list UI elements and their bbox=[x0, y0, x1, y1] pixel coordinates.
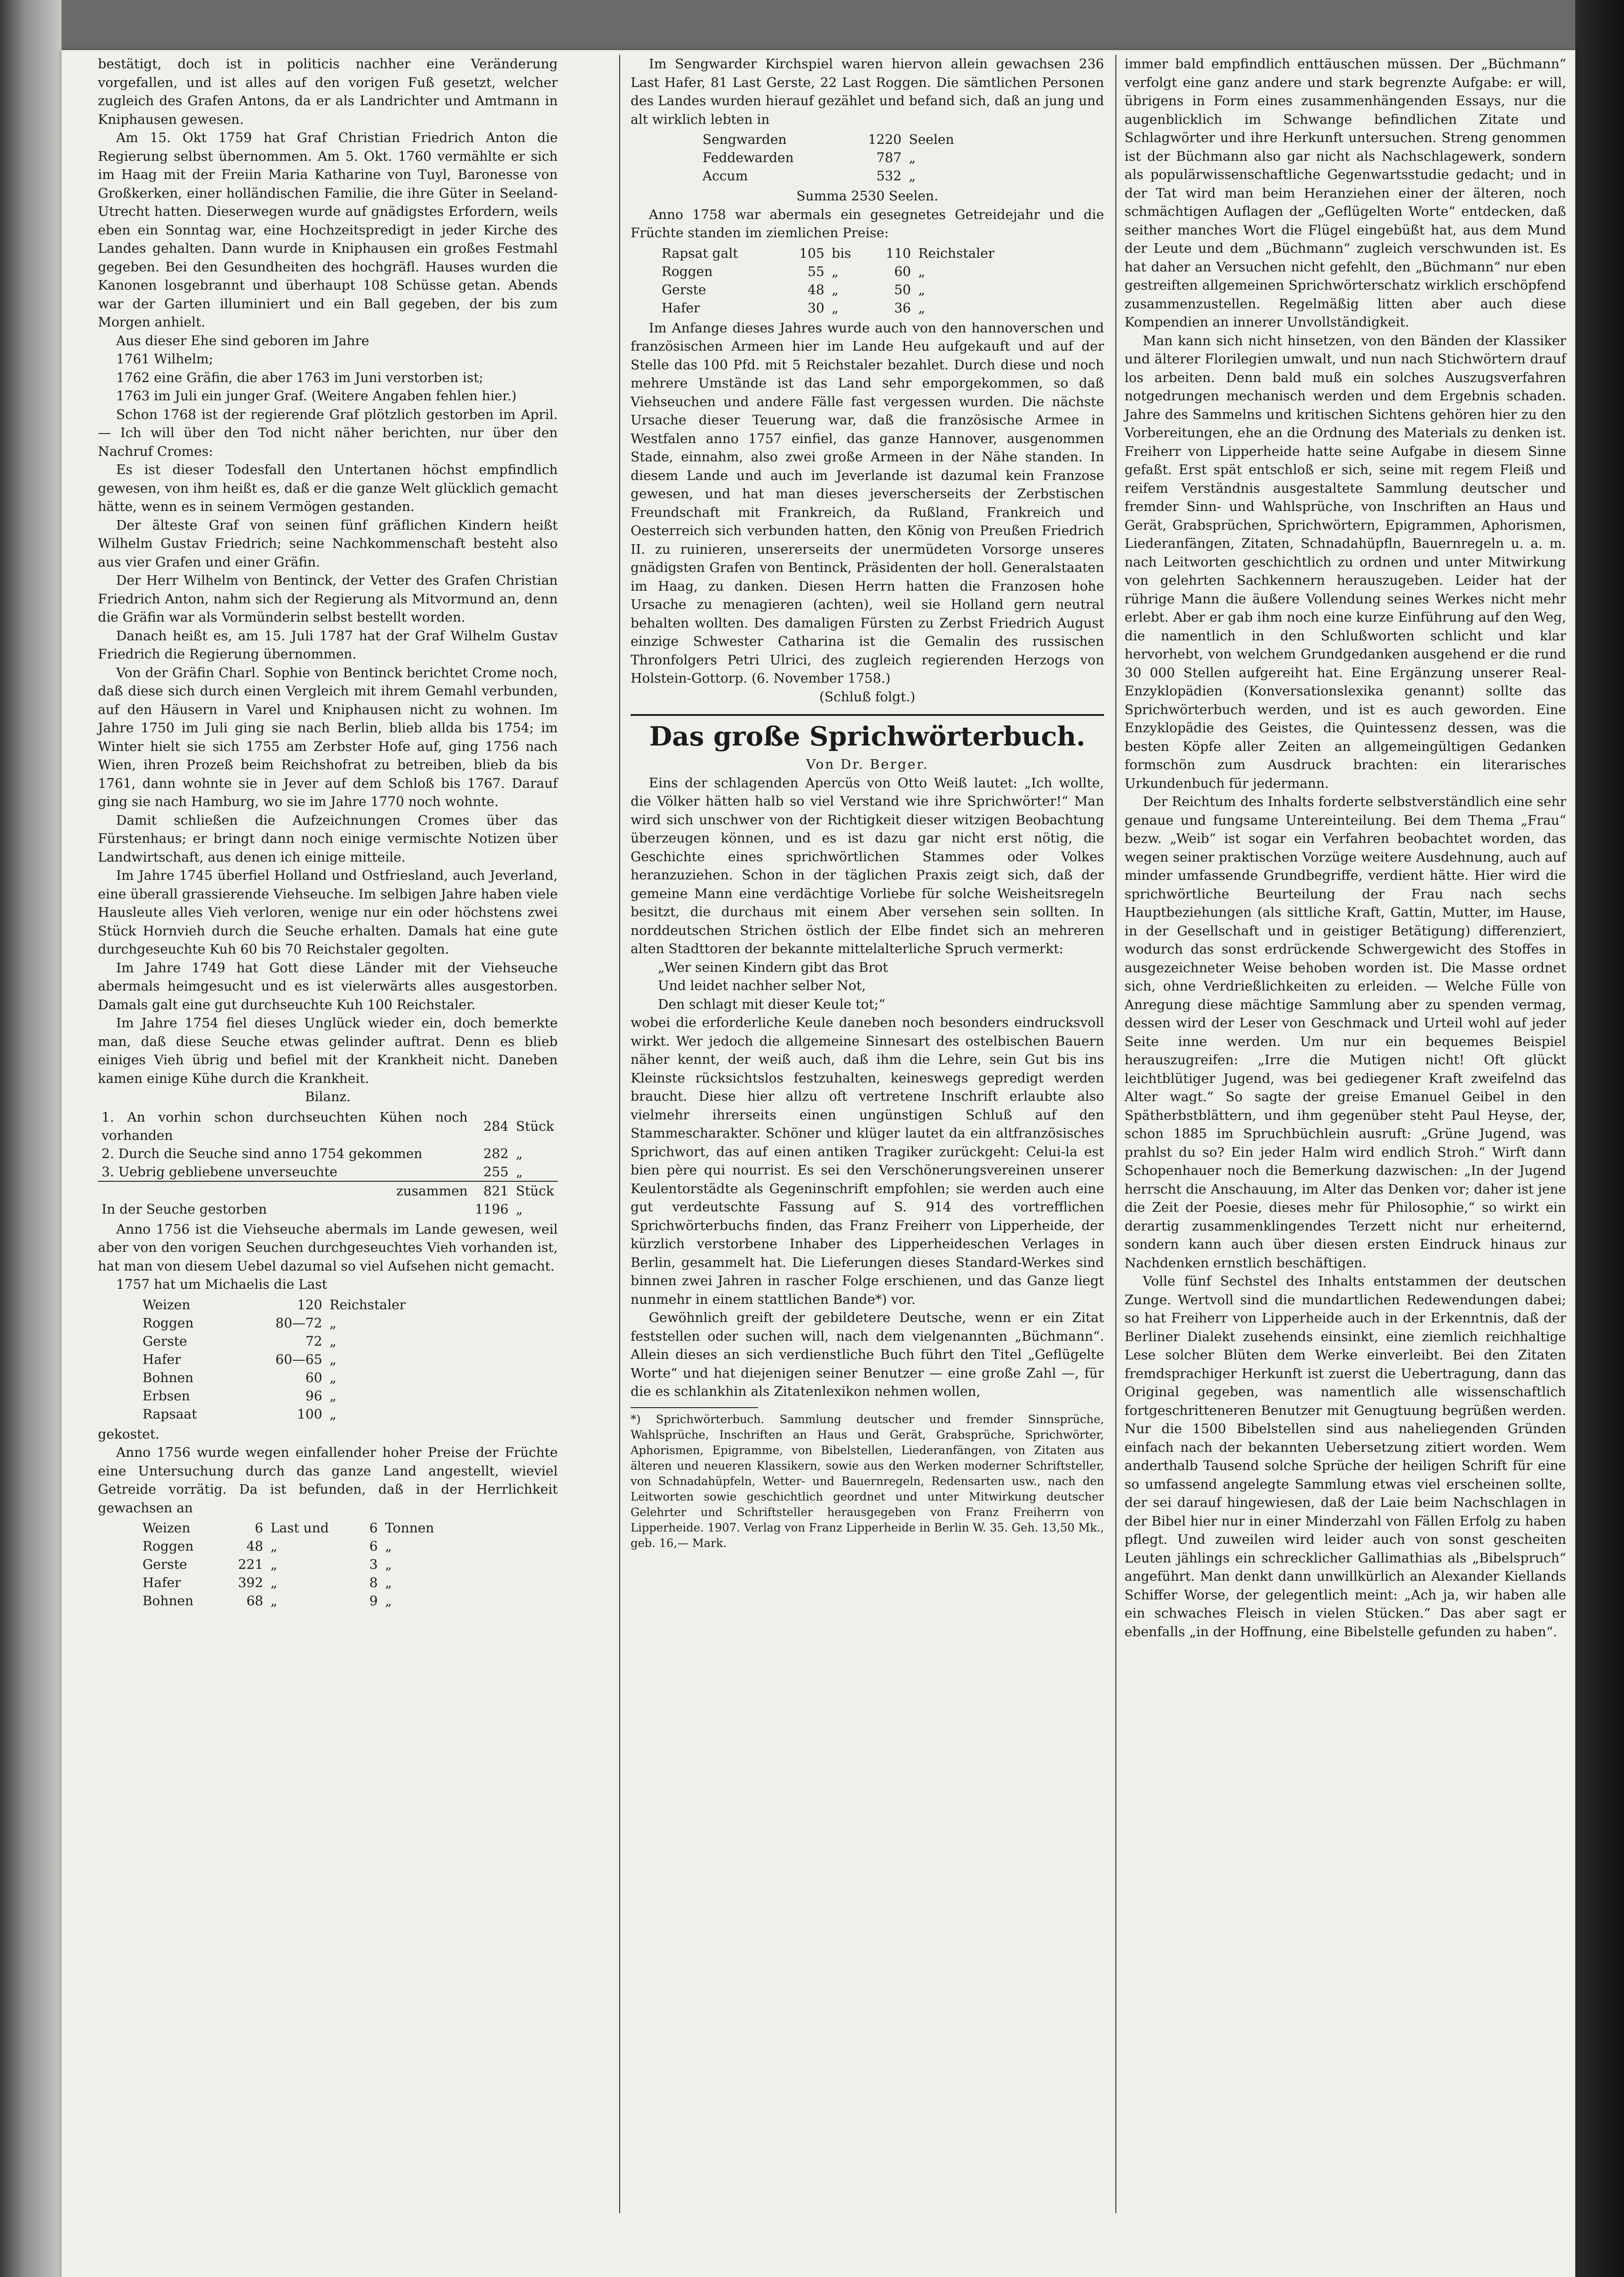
table-cell: 120 bbox=[297, 1297, 322, 1312]
table-cell: 6 bbox=[369, 1520, 378, 1536]
birth-entry: 1761 Wilhelm; bbox=[116, 351, 214, 367]
paragraph: bestätigt, doch ist in politicis nachher eine Veränderung vorgefallen, und ist alles auf den vorigen Fuß gesetzt, welcher zugleich des Grafen Antons, da er als Landrichter und Amtmann in Kniphausen gewesen. bbox=[98, 56, 558, 127]
table-cell: Reichstaler bbox=[329, 1297, 406, 1312]
table-cell: 821 bbox=[471, 1181, 512, 1200]
book-spine bbox=[0, 0, 61, 2277]
table-cell: Gerste bbox=[143, 1333, 187, 1349]
paragraph: Der Herr Wilhelm von Bentinck, der Vetter des Grafen Christian Friedrich Anton, nahm sich der Regierung als Mitvormund an, denn die Gräfin war als Vormünderin selbst bestellt worden. bbox=[98, 572, 558, 625]
table-cell: „ bbox=[918, 281, 925, 297]
table-cell: 6 bbox=[369, 1538, 378, 1554]
paragraph: Im Jahre 1749 hat Gott diese Länder mit der Viehseuche abermals heimgesucht und es ist vielerwärts alles ausgestorben. Damals galt eine gut durchseuchte Kuh 100 Reichstaler. bbox=[98, 960, 558, 1012]
table-cell: 392 bbox=[238, 1575, 264, 1590]
table-row bbox=[699, 148, 983, 167]
column-2 bbox=[631, 55, 1104, 1551]
table-cell: „ bbox=[329, 1351, 336, 1367]
table-cell: 787 bbox=[876, 150, 902, 165]
paragraph: Im Jahre 1754 fiel dieses Unglück wieder ein, doch bemerkte man, daß diese Seuche etwas gelinder auftrat. Denn es blieb einiges Vieh übrig und befiel mit der Krankheit nicht. Daneben kamen einige Kühe durch die Krankheit. bbox=[98, 1015, 558, 1086]
paragraph: Man kann sich nicht hinsetzen, von den Bänden der Klassiker und älterer Florilegien umwalt, und nun nach Stichwörtern drauf los arbeiten. Denn bald muß ein solches Auszugsverfahren notgedrungen mechanisch werden und dem Ergebnis schaden. Jahre des Sammelns und kritischen Sichtens gehören hier zu den Vorbereitungen, ehe an die Ordnung des Materials zu denken ist. Freiherr von Lipperheide hatte seine Aufgabe in diesem Sinne gefaßt. Erst spät entschloß er sich, seine mit regem Fleiß und reifem Verständnis ausgestaltete Sammlung deutscher und fremder Sinn- und Wahlsprüche, von Inschriften an Haus und Gerät, Grabsprüchen, Sprichwörtern, Epigrammen, Aphorismen, Liederanfängen, Zitaten, Schnadahüpfln, Bauernregeln u. a. m. nach Leitworten geschichtlich zu ordnen und unter Mitwirkung von gelehrten Sachkennern herauszugeben. Leider hat der rührige Mann die äußere Vollendung seines Werkes nicht mehr erlebt. Aber er gab ihm noch eine kurze Einführung auf den Weg, die namentlich in den Schlußworten schlicht und klar hervorhebt, von welchem Grundgedanken ausgehend er die rund 30 000 Stellen aufgereiht hat. Eine Ergänzung unserer Real-Enzyklopädien (Konversationslexika genannt) sollte das Sprichwörterbuch werden, und ist es auch geworden. Eine Enzyklopädie des Geistes, die Quintessenz dessen, was die besten Köpfe aller Zeiten an allgemeingültigen Gedanken formschön zum Ausdruck brachten: ein literarisches Urkundenbuch für jedermann. bbox=[1125, 332, 1566, 791]
quote-line: Und leidet nachher selber Not, bbox=[658, 978, 866, 993]
table-row bbox=[98, 1163, 558, 1181]
table-row bbox=[139, 1405, 461, 1423]
table-row bbox=[139, 1368, 461, 1387]
table-cell: Bohnen bbox=[143, 1369, 193, 1385]
table-cell: „ bbox=[909, 168, 916, 184]
table-row bbox=[139, 1350, 461, 1368]
page-edge bbox=[1575, 0, 1624, 2277]
table-cell: 30 bbox=[807, 300, 825, 316]
table-cell: Bohnen bbox=[143, 1593, 193, 1608]
table-cell: 3. Uebrig gebliebene unverseuchte bbox=[102, 1164, 337, 1179]
paragraph: Im Jahre 1745 überfiel Holland und Ostfriesland, auch Jeverland, eine überall grassierende Viehseuche. Im selbigen Jahre haben viele Hausleute alles Vieh verloren, wenige nur ein oder höchstens zwei Stück Hornvieh durch die Seuche erhalten. Damals hat eine gute durchgeseuchte Kuh 60 bis 70 Reichstaler gegolten. bbox=[98, 868, 558, 957]
table-cell: „ bbox=[270, 1575, 278, 1590]
table-cell: Reichstaler bbox=[918, 245, 995, 261]
table-cell: „ bbox=[329, 1369, 336, 1385]
table-cell: „ bbox=[329, 1388, 336, 1404]
table-cell: bis bbox=[831, 245, 851, 261]
paragraph: Im Anfange dieses Jahres wurde auch von den hannoverschen und französischen Armeen hier im Lande Heu aufgekauft und auf der Stelle das 100 Pfd. mit 5 Reichstaler bezahlet. Durch diese und noch mehrere Umstände ist das Land sehr emporgekommen, so daß Viehseuchen und andere Fälle fast vergessen wurden. Die nächste Ursache dieser Teuerung war, daß die französische Armee in Westfalen anno 1757 einfiel, das ganze Hannover, ausgenommen Stade, einnahm, also zwei große Armeen in der Nähe standen. In diesem Lande und auch im Jeverlande ist dazumal kein Franzose gewesen, und hat man dieses jeverscherseits der Zerbstischen Freundschaft mit Frankreich, da Rußland, Frankreich und Oesterreich sich verbunden hatten, den König von Preußen Friedrich II. zu ruinieren, unsererseits der unermüdeten Vorsorge unseres gnädigsten Grafen von Bentinck, Präsidenten der holl. Generalstaaten im Haag, zu danken. Diesen Herrn hatten die Franzosen hohe Ursache zu menagieren (achten), weil sie Holland gern neutral behalten wollten. Des damaligen Fürsten zu Zerbst Friedrich August einzige Schwester Catharina ist die Gemalin des russischen Thronfolgers Petri Ulrici, des zugleich regierenden Herzogs von Holstein-Gottorp. (6. November 1758.) bbox=[631, 320, 1104, 686]
table-cell: 55 bbox=[807, 263, 825, 279]
table-cell: 100 bbox=[297, 1406, 322, 1422]
column-rule-1 bbox=[619, 55, 620, 2213]
table-cell: 9 bbox=[369, 1593, 378, 1608]
table-cell: 532 bbox=[876, 168, 902, 184]
table-cell: 36 bbox=[894, 300, 911, 316]
table-cell: „ bbox=[515, 1164, 523, 1179]
paragraph: Der Reichtum des Inhalts forderte selbstverständlich eine sehr genaue und fungsame Untereinteilung. Bei dem Thema „Frau“ bezw. „Weib“ ist sogar ein Verfahren beobachtet worden, das wegen seiner praktischen Vorzüge weitere Ausdehnung, auch auf minder umfassende Grundbegriffe, verdient hätte. Hier wird die sprichwörtliche Beurteilung der Frau nach sechs Hauptbeziehungen (als sittliche Kraft, Gattin, Mutter, im Hause, in der Gesellschaft und in geistiger Betätigung) differenziert, wodurch das sonst erdrückende Schwergewicht des Stoffes in ausgezeichneter Weise behoben worden ist. Die Masse ordnet sich, ohne Verdrießlichkeiten zu erleiden. — Welche Fülle von Anregung diese mächtige Sammlung aber zu spenden vermag, dessen wird der Leser von Geschmack und Urteil wohl auf jeder Seite inne werden. Um nur ein bequemes Beispiel herauszugreifen: „Irre die Mutigen nicht! Oft glückt leichtblütiger Jugend, was bei gediegener Kraft zweifelnd das Alter wagt.“ So sagte der greise Emanuel Geibel in den Spätherbstblättern, und ihm gegenüber steht Paul Heyse, der, schon 1885 im Spruchbüchlein ausruft: „Grüne Jugend, was prahlst du so? Ein jeder Halm wird endlich Stroh.“ Wirft dann Schopenhauer noch die Bemerkung dazwischen: „In der Jugend herrscht die Anschauung, im Alter das Denken vor; daher ist jene die Zeit der Poesie, dieses mehr für Philosophie,“ so wirkt ein derartig zusammenklingendes Terzett nicht nur erheiternd, sondern kann auch über diesen ersten Eindruck hinaus zur Nachdenken ernstlich beschäftigen. bbox=[1125, 794, 1566, 1271]
table-cell: 3 bbox=[369, 1557, 378, 1572]
table-cell: 2. Durch die Seuche sind anno 1754 gekommen bbox=[102, 1145, 423, 1161]
table-row bbox=[658, 281, 1037, 299]
table-row bbox=[139, 1387, 461, 1405]
paragraph: Damit schließen die Aufzeichnungen Cromes über das Fürstenhaus; er bringt dann noch einige vermischte Notizen über Landwirtschaft, aus denen ich einige mitteile. bbox=[98, 812, 558, 865]
table-cell: Feddewarden bbox=[703, 150, 794, 165]
table-cell: „ bbox=[270, 1557, 278, 1572]
quote-line: Den schlagt mit dieser Keule tot;“ bbox=[658, 996, 886, 1012]
table-row bbox=[699, 167, 983, 185]
paragraph: Danach heißt es, am 15. Juli 1787 hat der Graf Wilhelm Gustav Friedrich die Regierung übernommen. bbox=[98, 628, 558, 662]
table-cell: Hafer bbox=[143, 1575, 181, 1590]
bilanz-table bbox=[98, 1108, 558, 1218]
table-cell: Rapsat galt bbox=[662, 245, 738, 261]
quote-line: „Wer seinen Kindern gibt das Brot bbox=[658, 959, 888, 975]
table-row bbox=[699, 130, 983, 148]
table-cell: 282 bbox=[483, 1145, 509, 1161]
table-cell: 105 bbox=[799, 245, 825, 261]
table-cell: „ bbox=[385, 1593, 392, 1608]
birth-entry: 1762 eine Gräfin, die aber 1763 im Juni verstorben ist; bbox=[116, 369, 484, 385]
table-cell: 221 bbox=[238, 1557, 264, 1572]
table-cell: Hafer bbox=[662, 300, 700, 316]
table-cell: „ bbox=[329, 1333, 336, 1349]
section-divider bbox=[631, 714, 1104, 716]
table-cell: „ bbox=[909, 150, 916, 165]
table-row bbox=[658, 244, 1037, 262]
footnote-divider bbox=[631, 1407, 758, 1408]
table-cell: 110 bbox=[886, 245, 911, 261]
table-cell: Weizen bbox=[143, 1297, 190, 1312]
table-cell: „ bbox=[831, 263, 839, 279]
table-cell: 60 bbox=[894, 263, 911, 279]
article-heading: Das große Sprichwörterbuch. bbox=[649, 721, 1086, 752]
article-author: Von Dr. Berger. bbox=[806, 756, 929, 772]
paragraph: Volle fünf Sechstel des Inhalts entstammen der deutschen Zunge. Wertvoll sind die mundartlichen Redewendungen dabei; so hat Freiherr von Lipperheide auch in der Erkenntnis, daß der Berliner Dialekt zusehends einsinkt, eine ziemlich reichhaltige Lese solcher Blüten dem Werke einverleibt. Bei den Zitaten fremdsprachiger Herkunft ist zuerst die Uebertragung, dann das Original gegeben, was namentlich alle wissenschaftlich fortgeschritteneren Benutzer mit Genugtuung begrüßen werden. Nur die 1500 Bibelstellen sind aus naheliegenden Gründen einfach nach der bekannten Uebersetzung zitiert worden. Wem anderthalb Tausend solche Sprüche der heiligen Schrift für eine so umfassend angelegte Sammlung etwas viel erscheinen sollte, der sei darauf hingewiesen, daß der Laie beim Nachschlagen in der Bibel hier nur in einer Minderzahl von Fällen Erfolg zu haben pflegt. Und zuweilen wird leider auch von sonst gescheiten Leuten jählings ein schrecklicher Gallimathias als „Bibelspruch“ angeführt. Man denkt dann unwillkürlich an Alexander Kiellands Schiffer Worse, der gelegentlich meint: „Ach ja, wir haben alle ein schwaches Fleisch in vielen Stücken.“ Das aber sagt er ebenfalls „in der Hoffnung, eine Bibelstelle gefunden zu haben“. bbox=[1125, 1273, 1566, 1639]
table-row bbox=[139, 1314, 461, 1332]
table-cell: 1220 bbox=[868, 132, 902, 147]
table-cell: 1196 bbox=[475, 1201, 509, 1217]
table-cell: „ bbox=[385, 1538, 392, 1554]
paragraph: wobei die erforderliche Keule daneben noch besonders eindrucksvoll wirkt. Wer jedoch die allgemeine Sinnesart des ostelbischen Bauern näher kennt, der weiß auch, daß ihm die Lehre, sein Gut bis ins Kleinste rücksichtslos festzuhalten, keineswegs gepredigt werden braucht. Diese hier allzu oft vertretene Inschrift erlaubte also vielmehr ihrerseits einen ungünstigen Schluß auf den Stammescharakter. Schöner und klüger lautet da ein altfranzösisches Sprichwort, das auf einen antiken Tragiker zurückgeht: Celui-la est bien père qui nourrist. Es sei den Verschönerungsvereinen unserer Keulentorstädte als Gegeninschrift empfohlen; sie werden auch eine gut verdeutschte Fassung auf S. 914 des vortrefflichen Sprichwörterbuchs finden, das Franz Freiherr von Lipperheide, der kürzlich verstorbene Inhaber des Lipperheideschen Verlages in Berlin, gesammelt hat. Die Lieferungen dieses Standard-Werkes sind binnen zwei Jahren in rascher Folge erschienen, und das Ganze liegt nunmehr in einem stattlichen Bande*) vor. bbox=[631, 1015, 1104, 1307]
table-cell: 50 bbox=[894, 281, 911, 297]
table-cell: Rapsaat bbox=[143, 1406, 197, 1422]
continuation-note: (Schluß folgt.) bbox=[819, 689, 916, 705]
table-cell: 60 bbox=[305, 1369, 322, 1385]
population-sum: Summa 2530 Seelen. bbox=[796, 188, 938, 204]
paragraph: Der älteste Graf von seinen fünf gräflichen Kindern heißt Wilhelm Gustav Friedrich; seine Nachkommenschaft besteht also aus vier Grafen und einer Gräfin. bbox=[98, 517, 558, 570]
table-row bbox=[139, 1555, 461, 1573]
paragraph: 1757 hat um Michaelis die Last bbox=[116, 1276, 327, 1292]
paragraph: Anno 1756 ist die Viehseuche abermals im Lande gewesen, weil aber von den vorigen Seuchen durchgeseuchtes Vieh vorhanden ist, hat man von diesem Uebel dazumal so viel Aufsehen nicht gemacht. bbox=[98, 1221, 558, 1274]
table-cell: Weizen bbox=[143, 1520, 190, 1536]
price-table-1757 bbox=[139, 1296, 461, 1423]
table-row bbox=[139, 1519, 461, 1537]
table-cell: 60—65 bbox=[275, 1351, 322, 1367]
table-row bbox=[98, 1108, 558, 1144]
table-cell: Stück bbox=[515, 1118, 554, 1134]
paragraph: Am 15. Okt 1759 hat Graf Christian Friedrich Anton die Regierung selbst übernommen. Am 5. Okt. 1760 vermählte er sich im Haag mit der Freiin Maria Katharine von Tuyl, Baronesse von Großkerken, einer holländischen Familie, die ihre Güter in Seeland-Utrecht hatten. Dieserwegen wurde auf gnädigstes Erfordern, weils eben ein Sonntag war, eine Hochzeitspredigt in jeder Kirche des Landes gehalten. Dann wurde in Kniphausen ein großes Festmahl gegeben. Bei den Gesundheiten des hochgräfl. Hauses wurden die Kanonen losgebrannt und überhaupt 108 Schüsse getan. Abends war der Garten illuminiert und ein Ball gegeben, der bis zum Morgen anhielt. bbox=[98, 130, 558, 330]
paragraph: Im Sengwarder Kirchspiel waren hiervon allein gewachsen 236 Last Hafer, 81 Last Gerste, 22 Last Roggen. Die sämtlichen Personen des Landes wurden hierauf gezählet und befand sich, daß an jung und alt wirklich lebten in bbox=[631, 56, 1104, 127]
table-row bbox=[98, 1200, 558, 1218]
table-cell: „ bbox=[831, 300, 839, 316]
table-cell: Roggen bbox=[143, 1538, 194, 1554]
table-cell: 8 bbox=[369, 1575, 378, 1590]
table-cell: 1. An vorhin schon durchseuchten Kühen noch vorhanden bbox=[102, 1109, 468, 1143]
table-row bbox=[658, 299, 1037, 317]
table-cell: Seelen bbox=[909, 132, 954, 147]
table-row bbox=[658, 262, 1037, 281]
birth-entry: 1763 im Juli ein junger Graf. (Weitere Angaben fehlen hier.) bbox=[116, 388, 517, 403]
table-cell: 80—72 bbox=[275, 1315, 322, 1331]
table-cell: „ bbox=[270, 1538, 278, 1554]
table-cell: 72 bbox=[305, 1333, 322, 1349]
bilanz-title: Bilanz. bbox=[305, 1089, 351, 1104]
table-cell: In der Seuche gestorben bbox=[102, 1201, 267, 1217]
table-cell: „ bbox=[385, 1557, 392, 1572]
table-row bbox=[98, 1181, 558, 1200]
table-cell: 48 bbox=[807, 281, 825, 297]
footnote: *) Sprichwörterbuch. Sammlung deutscher und fremder Sinnsprüche, Wahlsprüche, Inschriften an Haus und Gerät, Grabsprüche, Sprichwörter, Aphorismen, Epigramme, von Bibelstellen, Liederanfängen, von Zitaten aus älteren und neueren Klassikern, sowie aus den Werken moderner Schriftsteller, von Schnadahüpfeln, Wetter- und Bauernregeln, Redensarten usw., nach den Leitworten sowie geschichtlich geordnet und unter Mitwirkung deutscher Gelehrter und Schriftsteller herausgegeben von Franz Freiherrn von Lipperheide. 1907. Verlag von Franz Lipperheide in Berlin W. 35. Geh. 13,50 Mk., geb. 16,— Mark. bbox=[631, 1412, 1104, 1550]
table-row bbox=[139, 1296, 461, 1314]
paragraph: Anno 1758 war abermals ein gesegnetes Getreidejahr und die Früchte standen im ziemlichen Preise: bbox=[631, 206, 1104, 240]
table-cell: 6 bbox=[255, 1520, 264, 1536]
table-cell: Tonnen bbox=[385, 1520, 434, 1536]
table-cell: Hafer bbox=[143, 1351, 181, 1367]
price-table-1758 bbox=[658, 244, 1037, 317]
table-cell: Gerste bbox=[662, 281, 706, 297]
paragraph: Aus dieser Ehe sind geboren im Jahre bbox=[116, 332, 369, 348]
table-cell: 48 bbox=[246, 1538, 264, 1554]
table-cell: 96 bbox=[305, 1388, 322, 1404]
column-3 bbox=[1125, 55, 1566, 1641]
table-cell: „ bbox=[515, 1145, 523, 1161]
table-row bbox=[98, 1144, 558, 1163]
paragraph: Anno 1756 wurde wegen einfallender hoher Preise der Früchte eine Untersuchung durch das ganze Land angestellt, wieviel Getreide vorrätig. Da ist befunden, daß in der Herrlichkeit gewachsen an bbox=[98, 1445, 558, 1516]
table-cell: Roggen bbox=[662, 263, 713, 279]
table-cell: Accum bbox=[703, 168, 748, 184]
table-cell: „ bbox=[515, 1201, 523, 1217]
table-cell: Erbsen bbox=[143, 1388, 190, 1404]
table-cell: 68 bbox=[246, 1593, 264, 1608]
table-cell: „ bbox=[329, 1406, 336, 1422]
paragraph: immer bald empfindlich enttäuschen müssen. Der „Büchmann“ verfolgt eine ganz andere und stark begrenzte Aufgabe: er will, übrigens in Form eines zusammenhängenden Essays, nur die augenblicklich im Schwange befindlichen Zitate und Schlagwörter und ihre Herkunft untersuchen. Streng genommen ist der Büchmann also gar nicht als Nachschlagewerk, sondern als populärwissenschaftliche Gegenwartsstudie gedacht; und in der Tat wird man beim Heranziehen einer der älteren, noch schmächtigen Auflagen der „Geflügelten Worte“ entdecken, daß seither manches Wort die Flügel eingebüßt hat, aus dem Mund der Leute und dem „Büchmann“ zugleich verschwunden ist. Es hat daher an Versuchen nicht gefehlt, den „Büchmann“ nur eben gestreiften allgemeinen Sprichwörterschatz wirklich erschöpfend zusammenzustellen. Regelmäßig litten aber auch diese Kompendien an innerer Unvollständigkeit. bbox=[1125, 56, 1566, 330]
paragraph: Von der Gräfin Charl. Sophie von Bentinck berichtet Crome noch, daß diese sich durch einen Vergleich mit ihrem Gemahl verbunden, auf den Häusern in Varel und Kniphausen nicht zu wohnen. Im Jahre 1750 im Juli ging sie nach Berlin, blieb allda bis 1754; im Winter hielt sie sich 1755 am Zerbster Hofe auf, ging 1756 nach Wien, ihren Prozeß beim Reichshofrat zu betreiben, blieb da bis 1761, dann wohnte sie in Jever auf dem Schloß bis 1767. Darauf ging sie nach Hamburg, wo sie im Jahre 1770 noch wohnte. bbox=[98, 664, 558, 809]
paragraph: Gewöhnlich greift der gebildetere Deutsche, wenn er ein Zitat feststellen oder suchen will, nach dem vielgenannten „Büchmann“. Allein dieses an sich verdienstliche Buch führt den Titel „Geflügelte Worte“ und hat diejenigen seiner Benutzer — eine große Zahl —, für die es schlankhin als Zitatenlexikon nehmen wollen, bbox=[631, 1310, 1104, 1399]
table-cell: „ bbox=[385, 1575, 392, 1590]
table-cell: „ bbox=[918, 300, 925, 316]
table-cell: Sengwarden bbox=[703, 132, 787, 147]
population-table bbox=[699, 130, 983, 185]
paragraph: Eins der schlagenden Apercüs von Otto Weiß lautet: „Ich wollte, die Völker hätten halb so viel Verstand wie ihre Sprichwörter!“ Man wird sich unschwer von der Richtigkeit dieser witzigen Beobachtung überzeugen können, und es ist dazu gar nicht erst nötig, die Geschichte eines sprichwörtlichen Stammes oder Volkes heranzuziehen. Schon in der täglichen Praxis zeigt sich, daß der gemeine Mann eine verdächtige Vorliebe für solche Weisheitsregeln besitzt, die durchaus mit einem Aber versehen sein sollten. In norddeutschen Strichen östlich der Elbe findet sich an mehreren alten Stadttoren der bekannte mittelalterliche Spruch vermerkt: bbox=[631, 775, 1104, 956]
table-cell: 284 bbox=[483, 1118, 509, 1134]
table-cell: Gerste bbox=[143, 1557, 187, 1572]
column-1 bbox=[98, 55, 558, 1612]
paragraph: gekostet. bbox=[98, 1426, 160, 1442]
paragraph: Es ist dieser Todesfall den Untertanen höchst empfindlich gewesen, von ihm heißt es, daß er die ganze Welt glücklich gemacht hätte, wenn es in seinem Vermögen gestanden. bbox=[98, 462, 558, 514]
table-cell: „ bbox=[270, 1593, 278, 1608]
table-cell: „ bbox=[329, 1315, 336, 1331]
table-cell: „ bbox=[918, 263, 925, 279]
paragraph: Schon 1768 ist der regierende Graf plötzlich gestorben im April. — Ich will über den Tod nicht näher berichten, nur über den Nachruf Cromes: bbox=[98, 406, 558, 459]
table-cell: Roggen bbox=[143, 1315, 194, 1331]
table-row bbox=[139, 1537, 461, 1555]
table-cell: zusammen bbox=[98, 1181, 471, 1200]
table-cell: 255 bbox=[483, 1164, 509, 1179]
table-row bbox=[139, 1573, 461, 1592]
table-row bbox=[139, 1592, 461, 1610]
table-cell: Last und bbox=[270, 1520, 329, 1536]
table-row bbox=[139, 1332, 461, 1350]
column-rule-2 bbox=[1115, 55, 1116, 2213]
table-cell: „ bbox=[831, 281, 839, 297]
table-cell: Stück bbox=[512, 1181, 558, 1200]
harvest-table bbox=[139, 1519, 461, 1610]
